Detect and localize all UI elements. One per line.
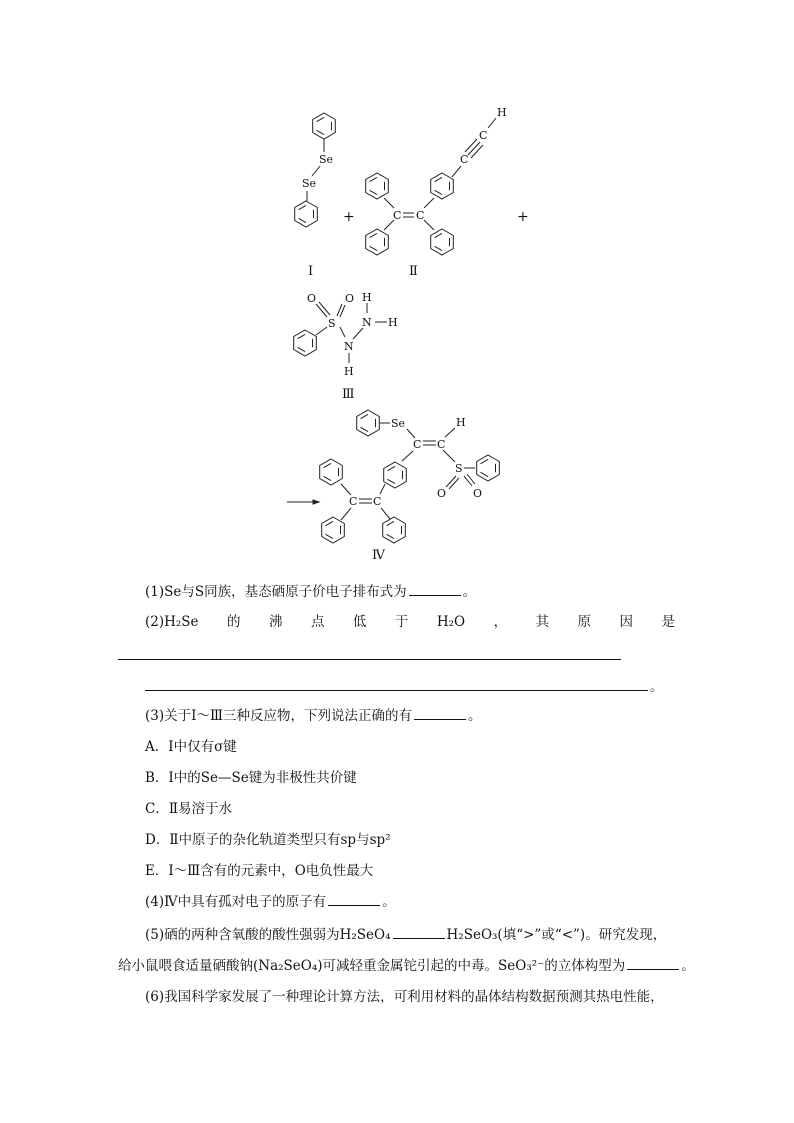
question-4: (4)Ⅳ中具有孤对电子的原子有 。	[145, 894, 396, 910]
question-1: (1)Se与S同族，基态硒原子价电子排布式为 。	[145, 584, 477, 600]
option-e: E．Ⅰ～Ⅲ含有的元素中，O电负性最大	[145, 863, 374, 879]
atom-c: C	[349, 495, 358, 508]
answer-line[interactable]	[145, 690, 648, 691]
atom-se: Se	[319, 153, 334, 166]
atom-h: H	[388, 316, 398, 329]
answer-line[interactable]	[118, 659, 621, 660]
reaction-arrow-head	[313, 500, 319, 504]
benzene-ring	[384, 462, 407, 488]
atom-c: C	[393, 209, 402, 222]
atom-h: H	[456, 416, 466, 429]
answer-blank[interactable]	[414, 706, 466, 720]
question-3: (3)关于Ⅰ～Ⅲ三种反应物，下列说法正确的有 。	[145, 708, 482, 724]
benzene-ring	[366, 173, 389, 199]
atom-o: O	[345, 292, 355, 305]
atom-c: C	[413, 438, 422, 451]
atom-o: O	[437, 487, 447, 500]
chemical-structures	[0, 0, 794, 560]
benzene-ring	[357, 410, 380, 436]
label-ii: Ⅱ	[409, 264, 418, 279]
question-2: (2)H₂Se 的 沸 点 低 于 H₂O ， 其 原 因 是	[145, 614, 675, 630]
answer-blank[interactable]	[393, 925, 445, 939]
answer-blank[interactable]	[328, 892, 380, 906]
structure-iii	[294, 291, 398, 402]
benzene-ring	[320, 459, 343, 485]
period: 。	[650, 679, 664, 695]
structure-i	[295, 113, 336, 279]
atom-c: C	[479, 129, 488, 142]
plus-sign: +	[517, 209, 529, 225]
atom-h: H	[362, 291, 372, 304]
answer-blank[interactable]	[627, 956, 679, 970]
benzene-ring	[366, 229, 389, 255]
answer-blank[interactable]	[409, 582, 461, 596]
atom-n: N	[362, 316, 372, 329]
benzene-ring	[295, 201, 318, 227]
atom-se: Se	[391, 417, 406, 430]
option-c: C．Ⅱ易溶于水	[145, 801, 233, 817]
label-iv: Ⅳ	[372, 548, 385, 560]
atom-c: C	[460, 153, 469, 166]
atom-c: C	[416, 209, 425, 222]
benzene-ring	[431, 173, 454, 199]
benzene-ring	[383, 517, 406, 543]
option-a: A．Ⅰ中仅有σ键	[145, 739, 237, 755]
atom-s: S	[328, 317, 336, 330]
structure-iv	[287, 410, 499, 560]
atom-s: S	[455, 462, 463, 475]
structure-ii	[366, 106, 507, 279]
benzene-ring	[313, 113, 336, 139]
option-d: D．Ⅱ中原子的杂化轨道类型只有sp与sp²	[145, 832, 391, 848]
label-i: Ⅰ	[308, 264, 314, 279]
atom-c: C	[373, 495, 382, 508]
atom-o: O	[473, 487, 483, 500]
plus-sign: +	[343, 209, 355, 225]
atom-c: C	[437, 438, 446, 451]
benzene-ring	[477, 455, 500, 481]
benzene-ring	[294, 330, 317, 356]
label-iii: Ⅲ	[342, 387, 355, 402]
question-5-line-2: 给小鼠喂食适量硒酸钠(Na₂SeO₄)可减轻重金属铊引起的中毒。SeO₃²⁻的立体构型为 。	[118, 958, 695, 974]
atom-o: O	[307, 292, 317, 305]
atom-h: H	[344, 365, 354, 378]
atom-h: H	[497, 106, 507, 119]
benzene-ring	[431, 229, 454, 255]
benzene-ring	[322, 517, 345, 543]
atom-n: N	[344, 340, 354, 353]
option-b: B．Ⅰ中的Se—Se键为非极性共价键	[145, 770, 357, 786]
question-6: (6)我国科学家发展了一种理论计算方法，可利用材料的晶体结构数据预测其热电性能，	[145, 989, 664, 1005]
atom-se: Se	[302, 177, 317, 190]
question-5-line-1: (5)硒的两种含氧酸的酸性强弱为H₂SeO₄ H₂SeO₃(填“>”或“<”)。研究发现，	[145, 927, 667, 943]
